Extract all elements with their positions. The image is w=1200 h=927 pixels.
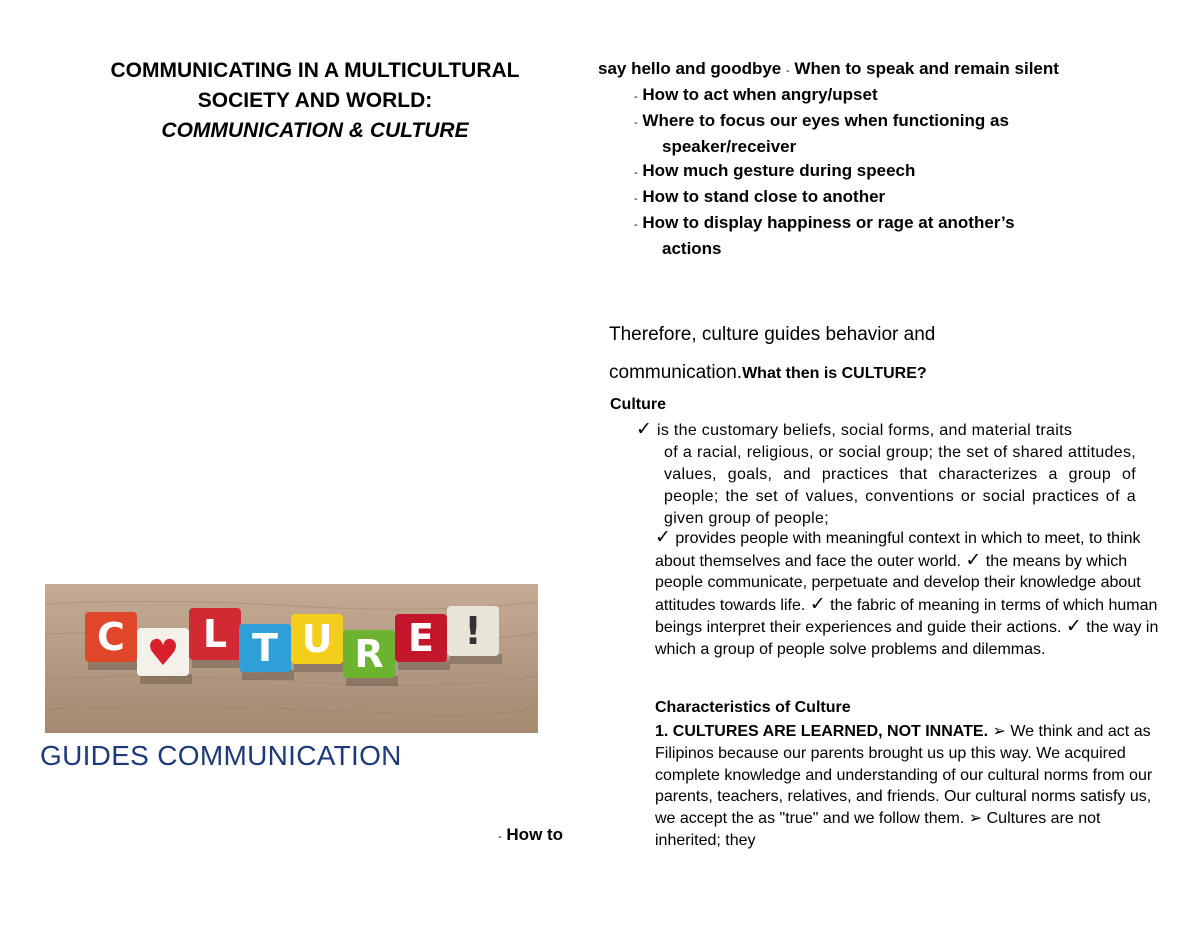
- block-letter: R: [354, 632, 384, 676]
- check-icon: ✓: [1065, 616, 1082, 637]
- letter-block: [343, 630, 398, 686]
- characteristic-point-1: 1. CULTURES ARE LEARNED, NOT INNATE.: [655, 723, 989, 740]
- arrow-icon: ➢: [968, 810, 983, 828]
- title-line-1: COMMUNICATING IN A MULTICULTURAL: [110, 59, 520, 82]
- culture-definitions-rest: ✓ provides people with meaningful context in which to meet, to think about themselves and face the outer world. ✓ the means by which people communicate, perpetuate and develop their knowledge about attitudes towards life. ✓ the fabric of meaning in terms of which human beings interpret their experiences and guide their actions. ✓ the way in which a group of people solve problems and dilemmas.: [655, 527, 1159, 658]
- list-item: - How to stand close to another: [634, 187, 886, 206]
- list-item: - Where to focus our eyes when functioning as: [634, 111, 1009, 130]
- title-line-3: COMMUNICATION & CULTURE: [161, 119, 469, 142]
- therefore-paragraph: [609, 316, 1169, 393]
- check-icon: ✓: [965, 549, 982, 571]
- block-letter: ♥: [146, 633, 180, 674]
- letter-block: [395, 614, 450, 670]
- title-line-2: SOCIETY AND WORLD:: [197, 89, 433, 112]
- letter-block: [447, 606, 502, 664]
- therefore-line-1: Therefore, culture guides behavior and: [609, 324, 936, 345]
- letter-block: [85, 612, 140, 670]
- list-item-continuation: speaker/receiver: [662, 137, 797, 156]
- list-item: - How much gesture during speech: [634, 161, 916, 180]
- block-letter: T: [252, 626, 278, 670]
- letter-block: [291, 614, 346, 672]
- list-item: - How to display happiness or rage at another’s: [634, 213, 1015, 232]
- letter-block: [239, 624, 294, 680]
- block-letter: U: [301, 617, 333, 661]
- therefore-line-2: communication.: [609, 362, 743, 383]
- letter-block: [189, 608, 244, 668]
- list-lead-rest: When to speak and remain silent: [794, 59, 1059, 78]
- rules-list: [598, 57, 1059, 261]
- list-lead: say hello and goodbye: [598, 59, 782, 78]
- how-to-fragment: - How to: [498, 825, 564, 844]
- culture-definition-1: ✓ is the customary beliefs, social forms, and material traits of a racial, religious, or social group; the set of shared attitudes, values, goals, and practices that characterizes a group of people; the set of values, conventions or social practices of a given group of people;: [636, 419, 1136, 527]
- arrow-icon: ➢: [992, 723, 1006, 740]
- culture-heading: Culture: [610, 396, 666, 413]
- list-item-continuation: actions: [662, 239, 722, 258]
- block-letter: !: [464, 609, 482, 653]
- letter-block: [137, 628, 192, 684]
- guides-communication-heading: GUIDES COMMUNICATION: [40, 740, 402, 771]
- block-letter: E: [408, 616, 434, 660]
- characteristics-body: 1. CULTURES ARE LEARNED, NOT INNATE. ➢ We think and act as Filipinos because our parents brought us up this way. We acquired complete knowledge and understanding of our cultural norms from our parents, teachers, relatives, and friends. Our cultural norms satisfy us, we accept the as "true" and we follow them. ➢ Cultures are not inherited; they: [655, 723, 1153, 849]
- culture-blocks-photo: [45, 584, 538, 733]
- characteristics-heading: Characteristics of Culture: [655, 699, 851, 716]
- page-title: [40, 56, 590, 146]
- list-item: - How to act when angry/upset: [634, 85, 878, 104]
- check-icon: ✓: [809, 593, 826, 615]
- check-icon: ✓: [636, 419, 653, 440]
- dash-marker: -: [786, 65, 790, 77]
- list-item: [598, 57, 1059, 83]
- block-letter: C: [97, 615, 125, 659]
- check-icon: ✓: [655, 527, 671, 548]
- block-letter: L: [202, 612, 228, 656]
- culture-question: What then is CULTURE?: [742, 365, 927, 382]
